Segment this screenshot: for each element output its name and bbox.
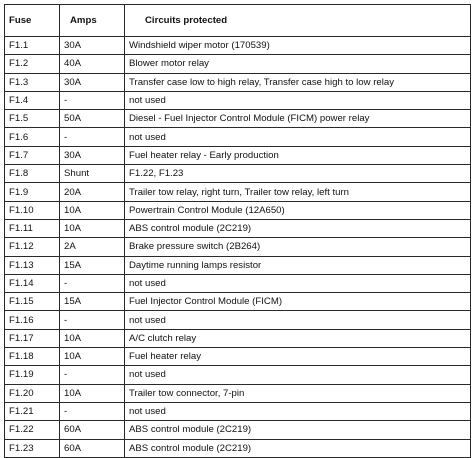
- fuse-table: [4, 4, 471, 458]
- amps-cell: 10A: [60, 384, 125, 402]
- table-row: [5, 201, 471, 219]
- table-row: [5, 219, 471, 237]
- table-row: [5, 146, 471, 164]
- amps-cell: -: [60, 366, 125, 384]
- header-row: [5, 5, 471, 37]
- amps-cell: 20A: [60, 183, 125, 201]
- table-row: [5, 329, 471, 347]
- amps-cell: -: [60, 128, 125, 146]
- amps-cell: 30A: [60, 37, 125, 55]
- header-circuits: Circuits protected: [125, 5, 471, 37]
- table-row: [5, 110, 471, 128]
- fuse-cell: F1.20: [5, 384, 60, 402]
- fuse-cell: F1.5: [5, 110, 60, 128]
- table-row: [5, 274, 471, 292]
- table-row: [5, 37, 471, 55]
- header-amps: Amps: [60, 5, 125, 37]
- table-row: [5, 439, 471, 457]
- table-row: [5, 73, 471, 91]
- table-row: [5, 128, 471, 146]
- circuits-cell: not used: [125, 402, 471, 420]
- amps-cell: -: [60, 311, 125, 329]
- header-fuse: Fuse: [5, 5, 60, 37]
- table-row: [5, 55, 471, 73]
- circuits-cell: Brake pressure switch (2B264): [125, 238, 471, 256]
- fuse-cell: F1.14: [5, 274, 60, 292]
- fuse-cell: F1.11: [5, 219, 60, 237]
- fuse-cell: F1.23: [5, 439, 60, 457]
- circuits-cell: not used: [125, 311, 471, 329]
- amps-cell: 30A: [60, 73, 125, 91]
- table-row: [5, 421, 471, 439]
- circuits-cell: Daytime running lamps resistor: [125, 256, 471, 274]
- circuits-cell: F1.22, F1.23: [125, 165, 471, 183]
- circuits-cell: Blower motor relay: [125, 55, 471, 73]
- fuse-cell: F1.9: [5, 183, 60, 201]
- fuse-cell: F1.2: [5, 55, 60, 73]
- amps-cell: Shunt: [60, 165, 125, 183]
- table-row: [5, 293, 471, 311]
- fuse-cell: F1.6: [5, 128, 60, 146]
- circuits-cell: ABS control module (2C219): [125, 421, 471, 439]
- amps-cell: 60A: [60, 439, 125, 457]
- fuse-cell: F1.18: [5, 348, 60, 366]
- fuse-cell: F1.15: [5, 293, 60, 311]
- circuits-cell: Fuel heater relay - Early production: [125, 146, 471, 164]
- amps-cell: 10A: [60, 348, 125, 366]
- fuse-cell: F1.3: [5, 73, 60, 91]
- amps-cell: -: [60, 274, 125, 292]
- fuse-cell: F1.19: [5, 366, 60, 384]
- amps-cell: 60A: [60, 421, 125, 439]
- circuits-cell: Windshield wiper motor (170539): [125, 37, 471, 55]
- amps-cell: 40A: [60, 55, 125, 73]
- circuits-cell: ABS control module (2C219): [125, 219, 471, 237]
- fuse-cell: F1.21: [5, 402, 60, 420]
- circuits-cell: ABS control module (2C219): [125, 439, 471, 457]
- fuse-cell: F1.13: [5, 256, 60, 274]
- fuse-cell: F1.1: [5, 37, 60, 55]
- amps-cell: -: [60, 91, 125, 109]
- fuse-cell: F1.16: [5, 311, 60, 329]
- circuits-cell: Powertrain Control Module (12A650): [125, 201, 471, 219]
- circuits-cell: not used: [125, 91, 471, 109]
- circuits-cell: Trailer tow relay, right turn, Trailer tow relay, left turn: [125, 183, 471, 201]
- table-row: [5, 91, 471, 109]
- table-row: [5, 165, 471, 183]
- fuse-cell: F1.12: [5, 238, 60, 256]
- table-row: [5, 384, 471, 402]
- fuse-cell: F1.7: [5, 146, 60, 164]
- table-row: [5, 238, 471, 256]
- table-row: [5, 311, 471, 329]
- amps-cell: 10A: [60, 201, 125, 219]
- amps-cell: -: [60, 402, 125, 420]
- fuse-cell: F1.17: [5, 329, 60, 347]
- circuits-cell: Transfer case low to high relay, Transfer case high to low relay: [125, 73, 471, 91]
- fuse-table-header: [5, 5, 471, 37]
- amps-cell: 10A: [60, 219, 125, 237]
- fuse-cell: F1.4: [5, 91, 60, 109]
- table-row: [5, 402, 471, 420]
- fuse-table-body: [5, 37, 471, 458]
- fuse-cell: F1.8: [5, 165, 60, 183]
- amps-cell: 50A: [60, 110, 125, 128]
- amps-cell: 30A: [60, 146, 125, 164]
- circuits-cell: not used: [125, 128, 471, 146]
- table-row: [5, 183, 471, 201]
- amps-cell: 15A: [60, 293, 125, 311]
- circuits-cell: not used: [125, 274, 471, 292]
- circuits-cell: not used: [125, 366, 471, 384]
- circuits-cell: A/C clutch relay: [125, 329, 471, 347]
- circuits-cell: Trailer tow connector, 7-pin: [125, 384, 471, 402]
- table-row: [5, 256, 471, 274]
- amps-cell: 2A: [60, 238, 125, 256]
- table-row: [5, 366, 471, 384]
- circuits-cell: Fuel heater relay: [125, 348, 471, 366]
- amps-cell: 10A: [60, 329, 125, 347]
- circuits-cell: Diesel - Fuel Injector Control Module (FICM) power relay: [125, 110, 471, 128]
- table-row: [5, 348, 471, 366]
- amps-cell: 15A: [60, 256, 125, 274]
- circuits-cell: Fuel Injector Control Module (FICM): [125, 293, 471, 311]
- fuse-cell: F1.22: [5, 421, 60, 439]
- fuse-cell: F1.10: [5, 201, 60, 219]
